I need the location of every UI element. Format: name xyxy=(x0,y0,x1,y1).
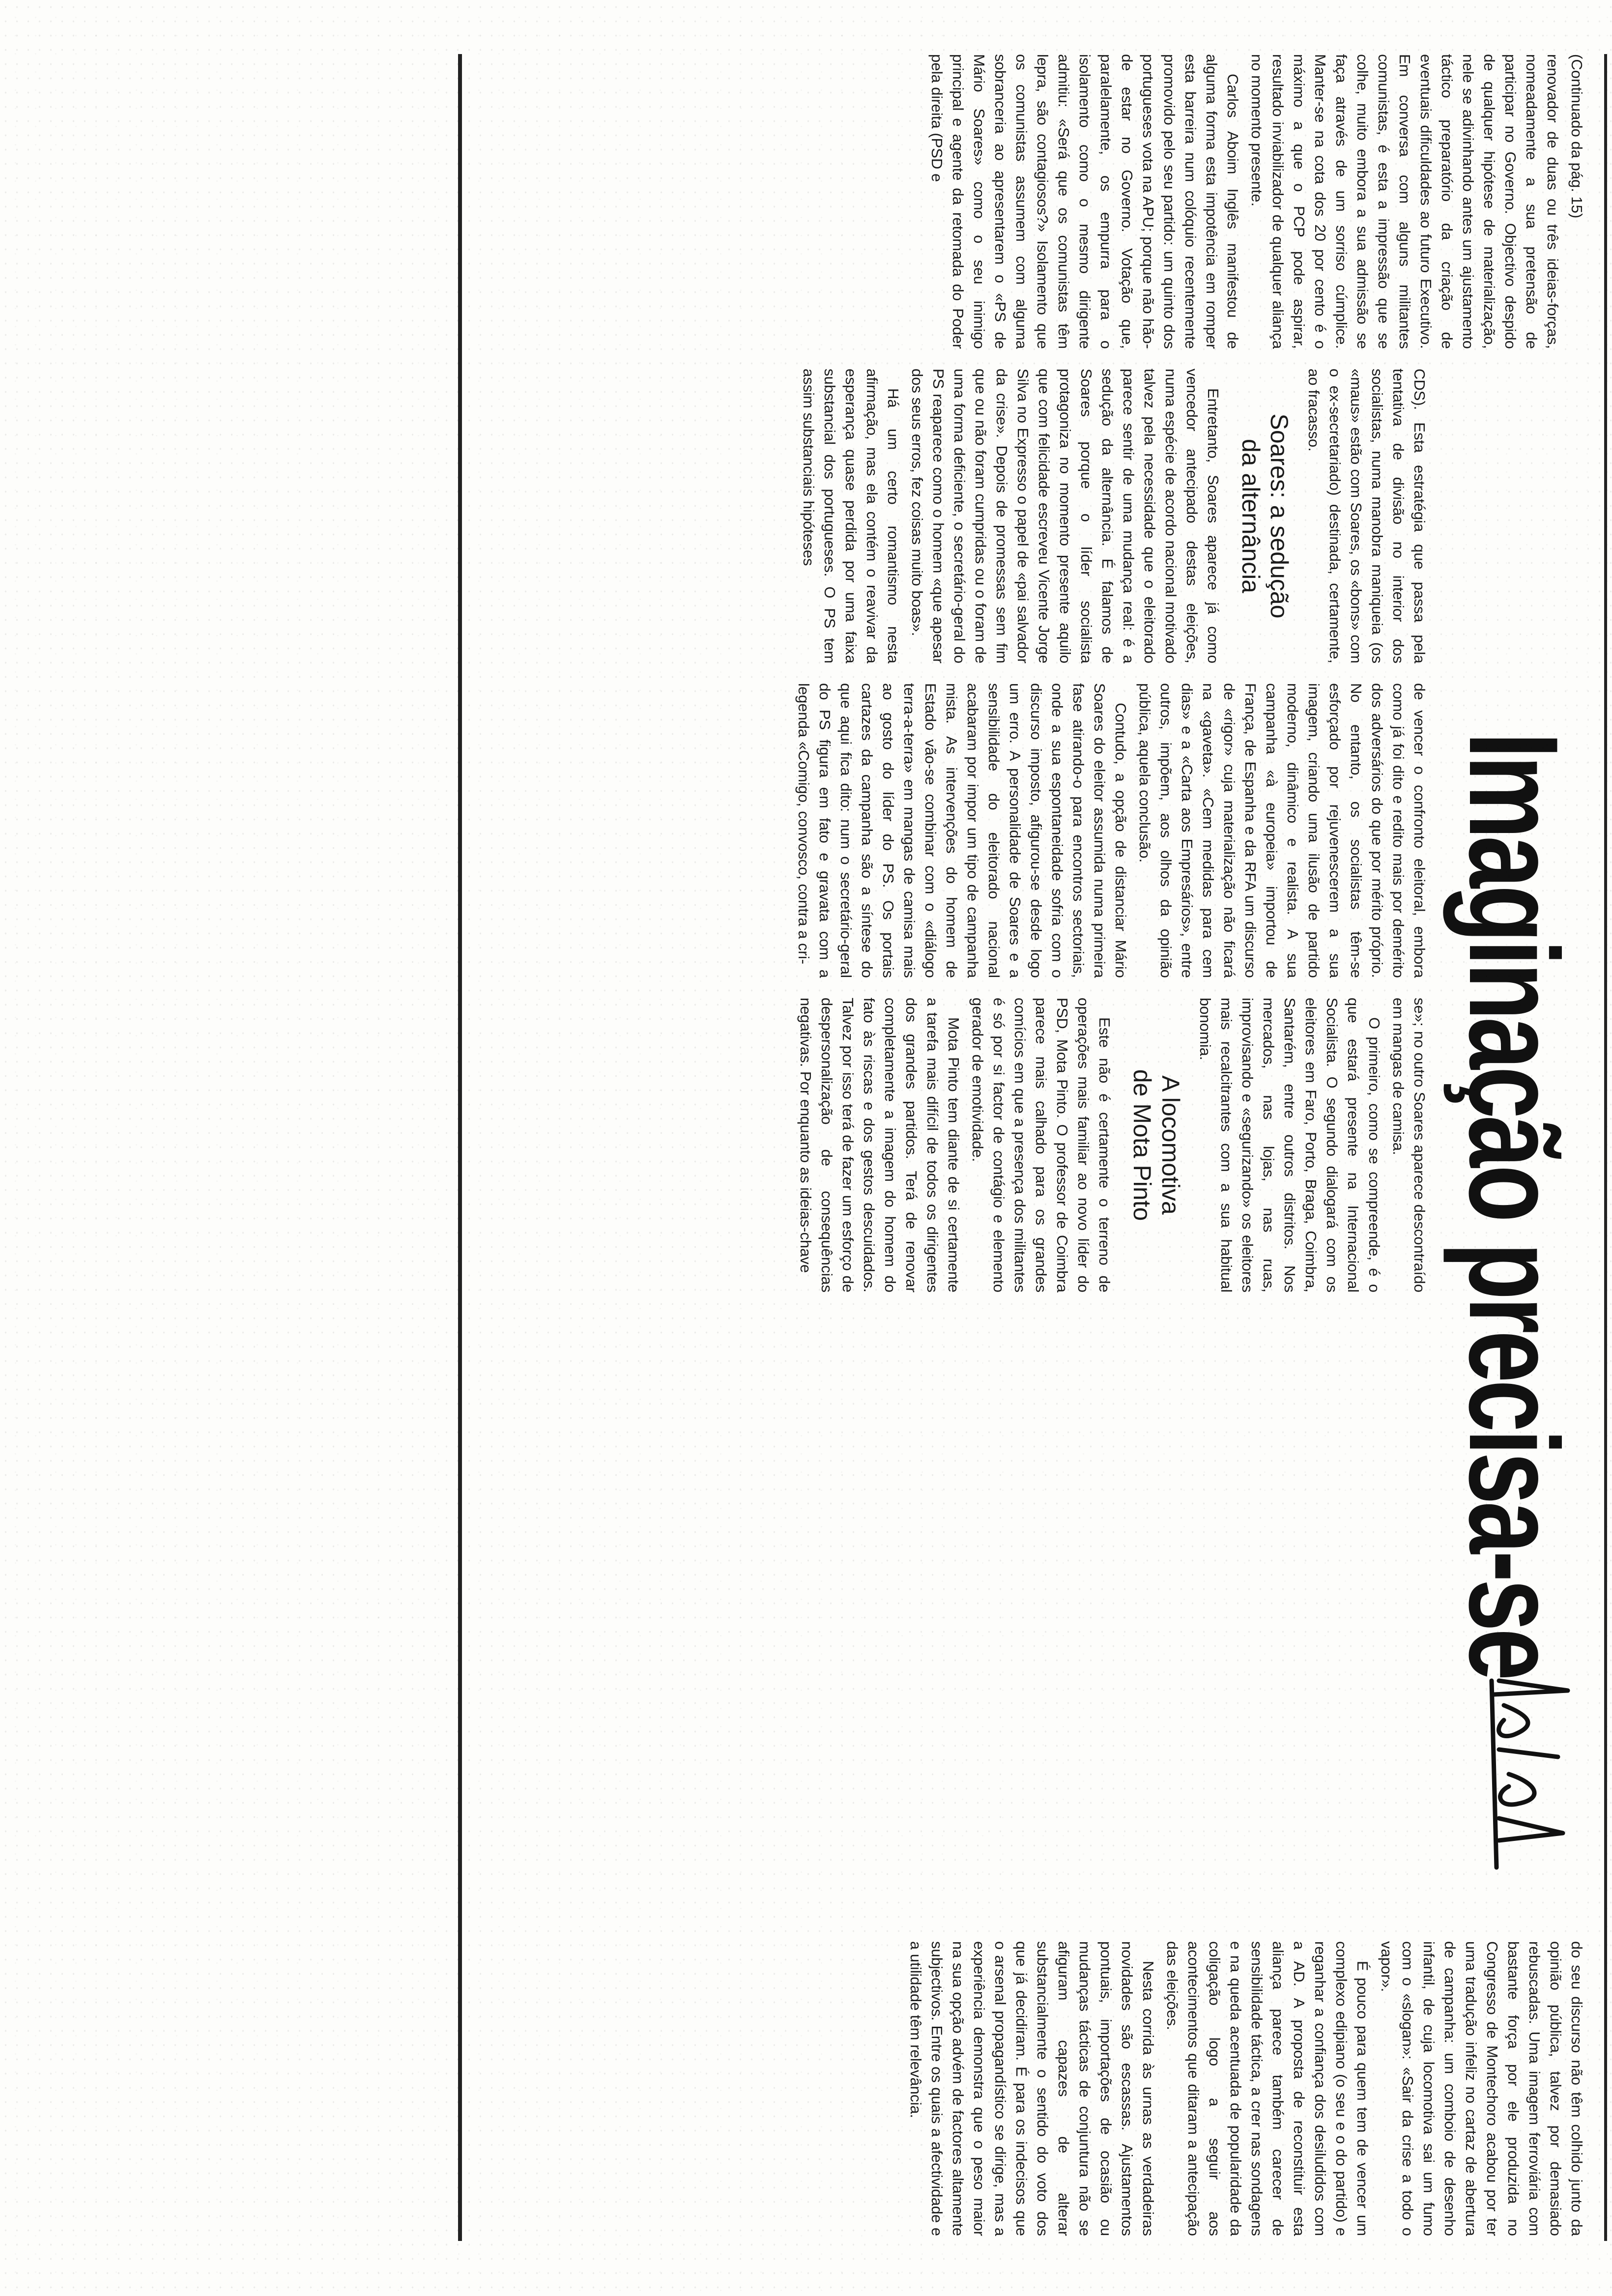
top-rule xyxy=(1604,54,1607,2241)
newspaper-clipping xyxy=(457,54,1607,2241)
handwritten-signature xyxy=(1484,1671,1597,1877)
column-1 xyxy=(472,54,1587,349)
paragraph: do seu discurso não têm colhido junto da opinião pública, talvez por demasiado rebuscadas. Uma imagem ferroviária com bastante força por ele produzida no Congresso de Montechoro acabou por ter uma tradução infeliz no cartaz de abertura de campanha: um comboio de desenho infantil, de cuja locomotiva sai um fumo com o «slogan»: «Sair da crise a todo o vapor». xyxy=(1378,1941,1585,2236)
paragraph: Entretanto, Soares aparece já como vencedor antecipado destas eleições, numa espécie de acordo nacional motivado talvez pela necessidade que o eleitorado parece sentir de uma mudança real: é a sedução da alternância. É falamos de Soares porque o líder socialista protagoniza no momento presente aquilo que com felicidade escreveu Vicente Jorge Silva no Expresso o papel de «pai salvador da crise». Depois de promessas sem fim que ou não foram cumpridas ou o foram de uma forma deficiente, o secretário-geral do PS reaparece como o homem «que apesar dos seus erros, fez coisas muito boas». xyxy=(909,369,1222,663)
column-2 xyxy=(472,369,1430,663)
paragraph: CDS). Esta estratégia que passa pela tentativa de divisão no interior dos socialistas, numa manobra maniqueia (os «maus» estão com Soares, os «bons» com o ex-secretariado) destinada, certamente, ao fracasso. xyxy=(1305,369,1428,663)
bottom-rule xyxy=(458,54,462,2241)
paragraph: Carlos Aboim Inglês manifestou de alguma forma esta impotência em romper esta barreira num colóquio recentemente promovido pelo seu partido: um quinto dos portugueses vota na APU; porque não hão-de estar no Governo. Votação que, paralelamente, os empurra para o isolamento como o mesmo dirigente admitiu: «Será que os comunistas têm lepra, são contagiosos?» Isolamento que os comunistas assumem com alguma sobranceria ao apresentarem o «PS de Mário Soares» como o seu inimigo principal e agente da retomada do Poder pela direita (PSD e xyxy=(928,54,1241,349)
paragraph: se»; no outro Soares aparece descontraído em mangas de camisa. xyxy=(1390,998,1428,1292)
paragraph: Este não é certamente o terreno de operações mais familiar ao novo líder do PSD, Mota Pinto. O professor de Coimbra parece mais calhado para os grandes comícios em que a presença dos militantes é só por si factor de contágio e elemento gerador de emotividade. xyxy=(969,998,1113,1292)
subhead-line: da alternância xyxy=(1237,438,1265,594)
continued-note: (Continuado da pág. 15) xyxy=(1568,54,1585,219)
paragraph: de vencer o confronto eleitoral, embora como já foi dito e redito mais por demérito dos adversários do que por mérito próprio. No entanto, os socialistas têm-se esforçado por rejuvenescerem a sua imagem, criando uma ilusão de partido moderno, dinâmico e realista. A sua campanha «à europeia» importou de França, de Espanha e da RFA um discurso de «rigor» cuja materialização não ficará na «gaveta». «Cem medidas para cem dias» e a «Carta aos Empresários», entre outros, impõem, aos olhos da opinião pública, aquela conclusão. xyxy=(1136,683,1428,978)
paragraph: É pouco para quem tem de vencer um complexo edipiano (o seu e o do partido) e reganhar a confiança dos desiludidos com a AD. A proposta de reconstituir esta aliança parece também carecer de sensibilidade táctica, a crer nas sondagens e na queda acentuada de popularidade da coligação logo a seguir aos acontecimentos que ditaram a antecipação das eleições. xyxy=(1164,1941,1371,2236)
paragraph: Há um certo romantismo nesta afirmação, mas ela contém o reavivar da esperança quase perdida por uma faixa substancial dos portugueses. O PS tem assim substanciais hipóteses xyxy=(800,369,902,663)
signature-drawing xyxy=(1484,1671,1597,1877)
column-5 xyxy=(472,1941,1587,2236)
column-4 xyxy=(472,998,1430,1292)
headline: Imaginação precisa-se xyxy=(1443,732,1585,1678)
column-3 xyxy=(472,683,1430,978)
subhead-mota-pinto xyxy=(1128,998,1185,1292)
subhead-soares xyxy=(1237,369,1294,663)
subhead-line: de Mota Pinto xyxy=(1128,1069,1156,1221)
subhead-line: A locomotiva xyxy=(1157,1075,1184,1215)
paragraph: Mota Pinto tem diante de si certamente a tarefa mais difícil de todos os dirigentes dos grandes partidos. Terá de renovar completamente a imagem do homem do fato às riscas e dos gestos descuidados. Talvez por isso terá de fazer um esforço de despersonalização de consequências negativas. Por enquanto as ideias-chave xyxy=(797,998,962,1292)
paragraph: Contudo, a opção de distanciar Mário Soares do eleitor assumida numa primeira fase atirando-o para encontros sectoriais, onde a sua espontaneidade sofria com o discurso imposto, afigurou-se desde logo um erro. A personalidade de Soares e a sensibilidade do eleitorado nacional acabaram por impor um tipo de campanha mista. As intervenções do homem de Estado vão-se combinar com o «diálogo terra-a-terra» em mangas de camisa mais ao gosto do líder do PS. Os portais cartazes da campanha são a síntese do que aqui fica dito: num o secretário-geral do PS figura em fato e gravata com a legenda «Comigo, convosco, contra a cri- xyxy=(795,683,1129,978)
paragraph: O primeiro, como se compreende, é o que estará presente na Internacional Socialista. O segundo dialogará com os eleitores em Faro, Porto, Braga, Coimbra, Santarém, entre outros distritos. Nos mercados, nas lojas, nas ruas, improvisando e «segurizando» os eleitores mais recalcitrantes com a sua habitual bonomia. xyxy=(1197,998,1383,1292)
subhead-line: Soares: a sedução xyxy=(1266,413,1293,619)
paragraph: renovador de duas ou três ideias-forças, nomeadamente a sua pretensão de participar no Governo. Objectivo despido de qualquer hipótese de materialização, nele se adivinhando antes um ajustamento táctico preparatório da criação de eventuais dificuldades ao futuro Executivo. Em conversa com alguns militantes comunistas, é esta a impressão que se colhe, muito embora a sua admissão se faça através de um sorriso cúmplice. Manter-se na cota dos 20 por cento é o máximo a que o PCP pode aspirar, resultado inviabilizador de qualquer aliança no momento presente. xyxy=(1248,54,1561,349)
paragraph: Nesta corrida às urnas as verdadeiras novidades são escassas. Ajustamentos pontuais, importações de ocasião ou mudanças tácticas de conjuntura não se afiguram capazes de alterar substancialmente o sentido do voto dos que já decidiram. É para os indecisos que o arsenal propagandístico se dirige, mas a experiência demonstra que o peso maior na sua opção advém de factores altamente subjectivos. Entre os quais a afectividade e a utilidade têm relevância. xyxy=(907,1941,1157,2236)
